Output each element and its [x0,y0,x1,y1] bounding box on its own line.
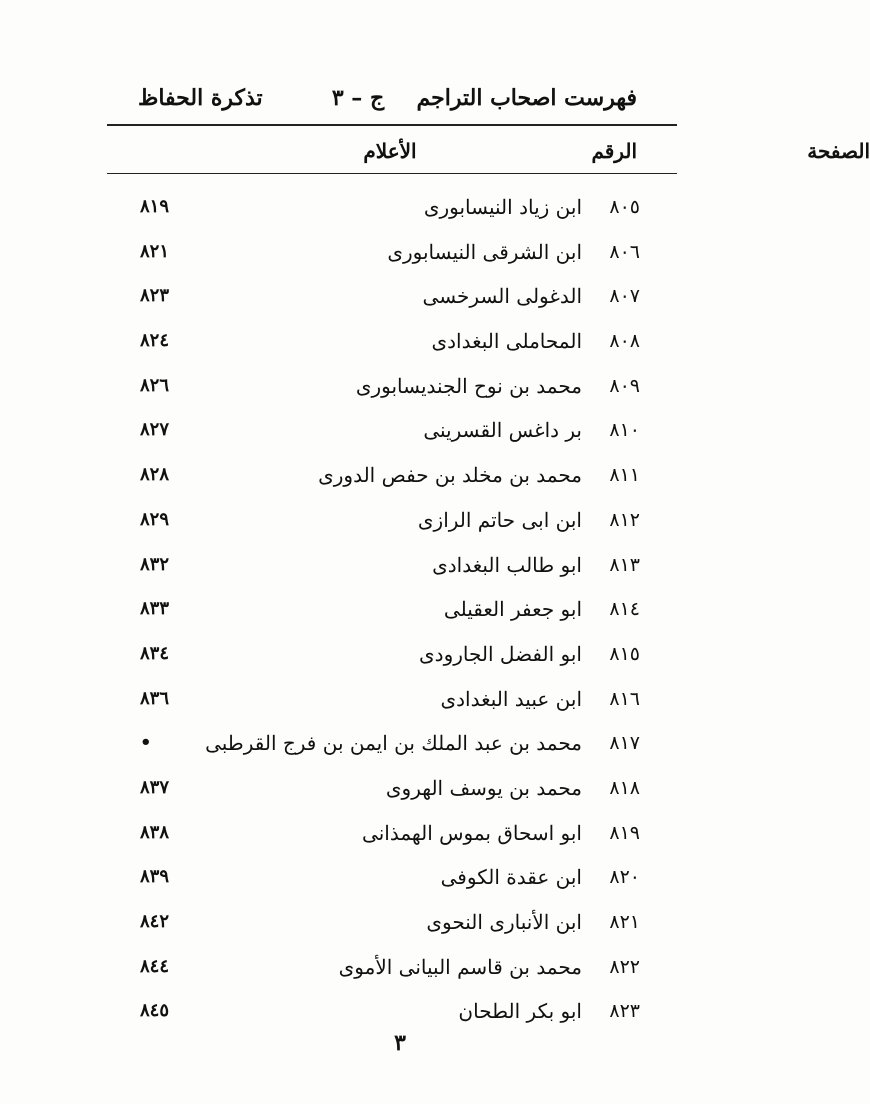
entry-name: ابو اسحاق بموس الهمذانى [362,820,582,845]
entry-name: ابن عبيد البغدادى [440,686,582,711]
entry-name: ابو طالب البغدادى [432,552,582,577]
book-title: تذكرة الحفاظ [138,85,263,111]
entry-name: محمد بن نوح الجنديسابورى [355,373,582,398]
entry-page: ٨٢١ [140,240,170,262]
list-item [0,945,732,990]
header-rule [107,124,677,126]
entry-name: ابن الشرقى النيسابورى [387,239,582,264]
entry-page: ٨٤٢ [140,911,170,932]
entry-page: ٨٣٢ [140,553,170,575]
entry-number: ٨٠٧ [609,285,640,308]
entry-number: ٨١٨ [609,776,640,799]
entry-name: ابن عقدة الكوفى [440,865,582,890]
entry-number: ٨٠٦ [609,240,640,263]
entries-list [0,185,732,1034]
list-item [0,989,732,1034]
list-item [0,185,732,230]
column-header-number: الرقم [591,139,637,163]
entry-number: ٨٢١ [609,911,640,933]
entry-number: ٨١٢ [609,508,640,531]
entry-number: ٨١٠ [609,419,640,442]
entry-number: ٨١٩ [609,821,640,844]
list-item [0,319,732,364]
entry-number: ٨٠٨ [609,330,640,353]
entry-page: ٨٢٣ [140,285,170,307]
entry-page: ٨٣٧ [140,776,170,798]
entry-page: ٨٢٨ [140,464,170,486]
entry-page: ٨٣٨ [140,821,170,843]
list-item [0,543,732,588]
column-header-page: الصفحة [807,139,870,163]
list-item [0,855,732,900]
entry-page: ٨٤٥ [140,1000,170,1022]
list-item [0,766,732,811]
list-item [0,900,732,945]
volume-label: ج – ٣ [331,85,385,111]
entry-number: ٨١٥ [609,642,640,665]
entry-name: الدغولى السرخسى [422,284,582,309]
list-item [0,408,732,453]
entry-number: ٨٢٣ [609,1000,640,1023]
list-item [0,632,732,677]
list-item [0,364,732,409]
entry-page: ٨٣٤ [140,642,170,664]
entry-name: بر داغس القسرينى [423,418,582,443]
list-item [0,587,732,632]
entry-name: محمد بن قاسم البيانى الأموى [338,954,582,979]
list-item [0,230,732,275]
page-number: ٣ [394,1030,406,1056]
running-title: فهرست اصحاب التراجم [416,85,637,111]
list-item [0,453,732,498]
entry-name: ابن زياد النيسابورى [423,195,582,219]
entry-name: ابو بكر الطحان [458,999,582,1024]
column-header-names: الأعلام [363,139,417,163]
entry-page: ٨٣٣ [140,598,170,620]
entry-number: ٨١٤ [609,598,640,621]
column-header-rule [107,173,677,174]
entry-name: ابو جعفر العقيلى [443,597,582,622]
entry-number: ٨١١ [609,464,640,487]
entry-number: ٨٠٥ [609,196,640,218]
entry-name: محمد بن مخلد بن حفص الدورى [318,463,582,488]
list-item [0,721,732,766]
entry-page: ٨٢٩ [140,508,170,530]
entry-name: ابو الفضل الجارودى [419,641,582,666]
entry-page: ٨١٩ [140,196,170,217]
list-item [0,498,732,543]
entry-number: ٨١٧ [609,732,640,755]
entry-page: ٨٣٦ [140,687,170,709]
entry-name: محمد بن عبد الملك بن ايمن بن فرج القرطبى [205,731,582,756]
entry-page: ٨٣٩ [140,866,170,888]
entry-page: ٨٢٦ [140,374,170,396]
list-item [0,677,732,722]
list-item [0,274,732,319]
entry-page: ٨٤٤ [140,955,170,977]
entry-number: ٨٢٠ [609,866,640,889]
entry-number: ٨٠٩ [609,374,640,397]
entry-name: المحاملى البغدادى [431,329,582,354]
list-item [0,811,732,856]
entry-name: ابن ابى حاتم الرازى [417,507,582,532]
entry-page: ٨٢٧ [140,419,170,441]
entry-name: ابن الأنبارى النحوى [426,910,582,934]
entry-page: ٨٢٤ [140,330,170,352]
entry-number: ٨٢٢ [609,955,640,978]
entry-number: ٨١٦ [609,687,640,710]
entry-page: • [140,732,152,754]
entry-number: ٨١٣ [609,553,640,576]
entry-name: محمد بن يوسف الهروى [385,775,582,800]
